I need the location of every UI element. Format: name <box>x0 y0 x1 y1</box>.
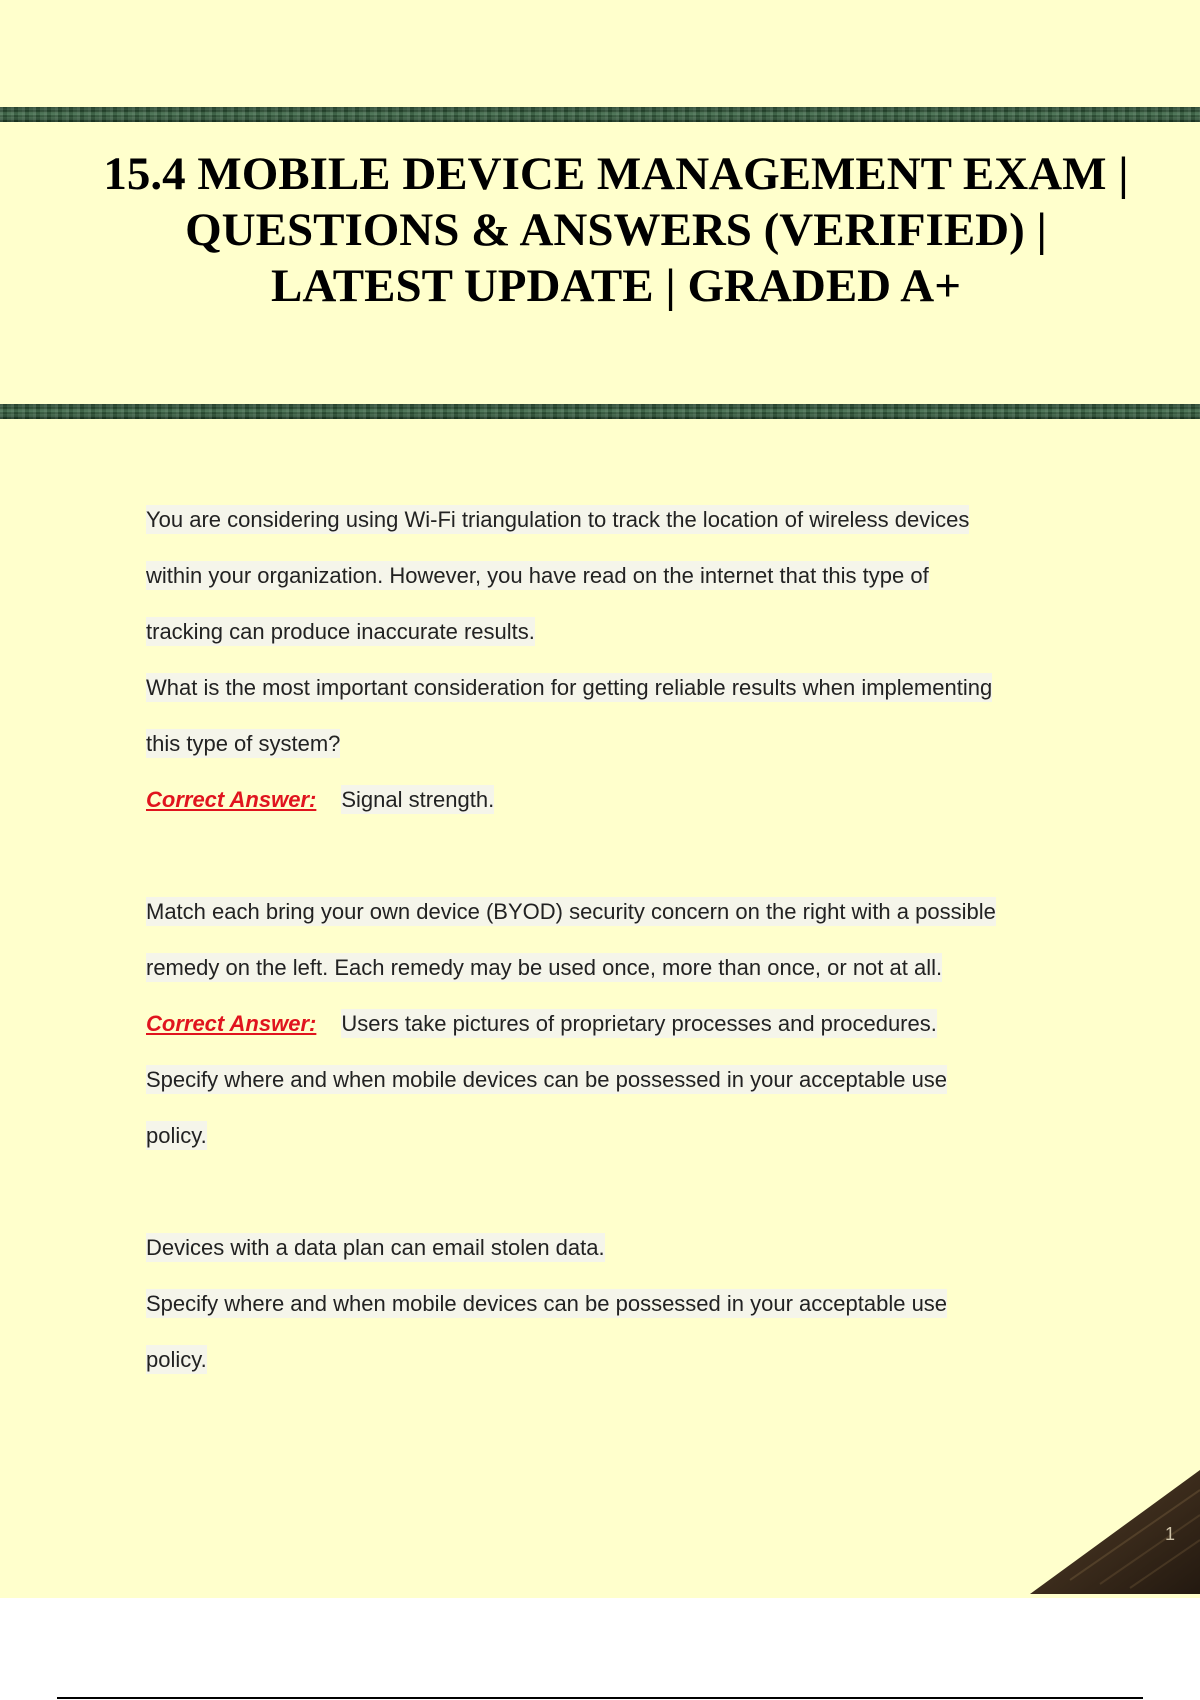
document-body <box>146 492 1096 1388</box>
question-text: policy. <box>146 1347 207 1372</box>
question-text: You are considering using Wi-Fi triangulation to track the location of wireless devices <box>146 507 970 532</box>
question-3-line <box>146 1276 1096 1332</box>
answer-text: policy. <box>146 1123 207 1148</box>
spacer <box>146 1164 1096 1220</box>
answer-2-line <box>146 1108 1096 1164</box>
footer-rule <box>57 1697 1143 1699</box>
question-1-line <box>146 660 1096 716</box>
title-bottom-border <box>0 404 1200 419</box>
question-3-line <box>146 1220 1096 1276</box>
answer-2 <box>146 996 1096 1052</box>
spacer <box>146 828 1096 884</box>
question-text: Specify where and when mobile devices can be possessed in your acceptable use <box>146 1291 948 1316</box>
answer-text: Users take pictures of proprietary processes and procedures. <box>341 1011 937 1036</box>
question-1-line <box>146 604 1096 660</box>
document-title: 15.4 MOBILE DEVICE MANAGEMENT EXAM | QUESTIONS & ANSWERS (VERIFIED) | LATEST UPDATE | GRADED A+ <box>103 148 1129 312</box>
answer-text: Specify where and when mobile devices can be possessed in your acceptable use <box>146 1067 948 1092</box>
question-2-line <box>146 940 1096 996</box>
question-text: remedy on the left. Each remedy may be used once, more than once, or not at all. <box>146 955 943 980</box>
question-1-line <box>146 716 1096 772</box>
answer-1 <box>146 772 1096 828</box>
question-text: within your organization. However, you have read on the internet that this type of <box>146 563 929 588</box>
answer-2-line <box>146 1052 1096 1108</box>
correct-answer-label: Correct Answer: <box>146 787 317 812</box>
page-number: 1 <box>1164 1524 1175 1544</box>
correct-answer-label: Correct Answer: <box>146 1011 317 1036</box>
question-1-line <box>146 492 1096 548</box>
question-text: Match each bring your own device (BYOD) security concern on the right with a possible <box>146 899 996 924</box>
question-text: Devices with a data plan can email stolen data. <box>146 1235 605 1260</box>
question-text: tracking can produce inaccurate results. <box>146 619 535 644</box>
question-text: this type of system? <box>146 731 341 756</box>
answer-text: Signal strength. <box>341 787 495 812</box>
title-top-border <box>0 107 1200 122</box>
question-3-line <box>146 1332 1096 1388</box>
question-text: What is the most important consideration for getting reliable results when implementing <box>146 675 993 700</box>
question-2-line <box>146 884 1096 940</box>
question-1-line <box>146 548 1096 604</box>
